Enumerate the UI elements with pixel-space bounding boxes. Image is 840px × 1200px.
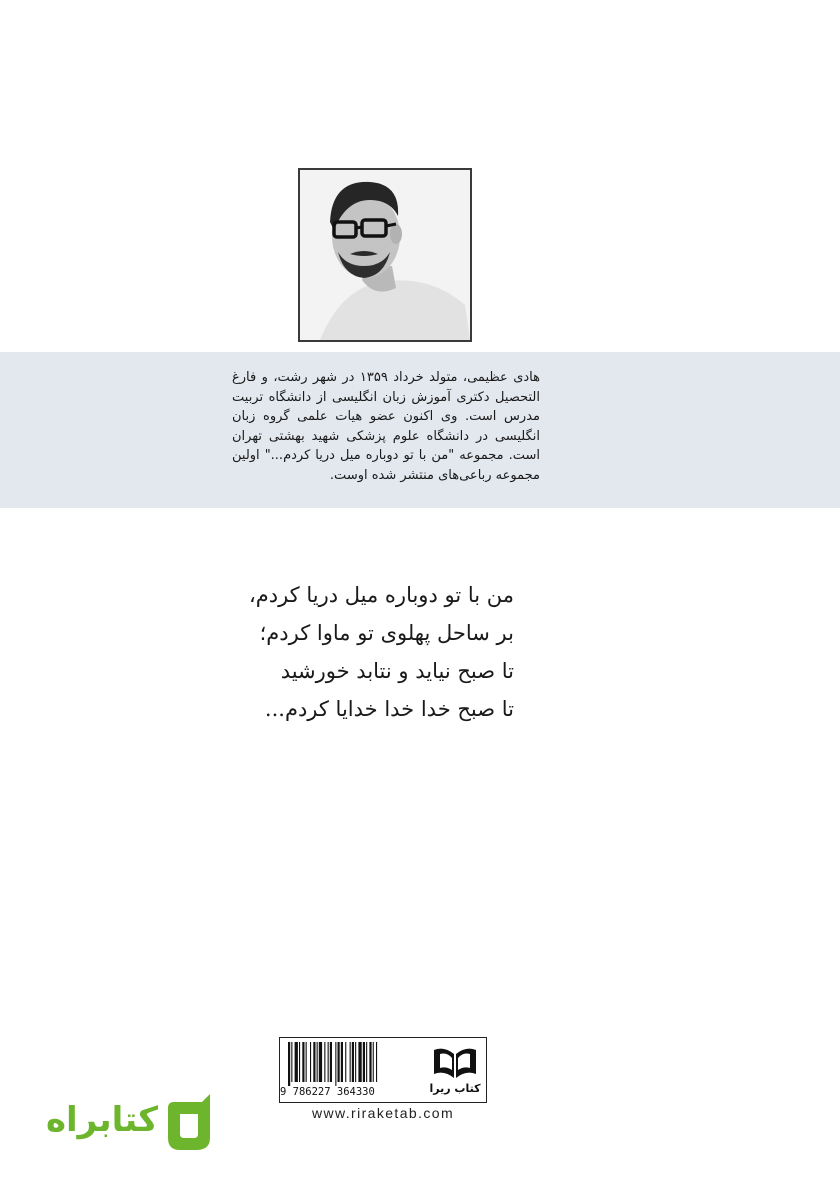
brand-name: کتابراه — [45, 1100, 158, 1140]
ketabrah-brand — [40, 1092, 230, 1154]
poem-line: بر ساحل پهلوی تو ماوا کردم؛ — [259, 621, 514, 645]
poem-line: تا صبح نیاید و نتابد خورشید — [280, 659, 514, 683]
ketabrah-logo-icon — [158, 1092, 226, 1154]
barcode-digits: 9 786227 364330 — [280, 1086, 375, 1098]
poem-line: تا صبح خدا خدا خدایا کردم... — [264, 697, 514, 721]
publisher-name: کتاب ریرا — [429, 1082, 481, 1095]
barcode-bars — [286, 1042, 426, 1086]
author-photo — [298, 168, 472, 342]
book-pages-icon — [430, 1044, 480, 1080]
poem — [250, 576, 514, 728]
barcode-box — [279, 1037, 487, 1103]
website-url: www.riraketab.com — [311, 1105, 455, 1121]
poem-line: من با تو دوباره میل دریا کردم، — [248, 583, 514, 607]
author-bio: هادی عظیمی، متولد خرداد ۱۳۵۹ در شهر رشت، و فارغ التحصیل دکتری آموزش زبان انگلیسی از دانشگاه تربیت مدرس است. وی اکنون عضو هیات علمی گروه زبان انگلیسی در دانشگاه علوم پزشکی شهید بهشتی تهران است. مجموعه "من با تو دوباره میل دریا کردم..." اولین مجموعه رباعی‌های منتشر شده اوست. — [232, 370, 540, 483]
author-portrait-image — [300, 170, 470, 340]
